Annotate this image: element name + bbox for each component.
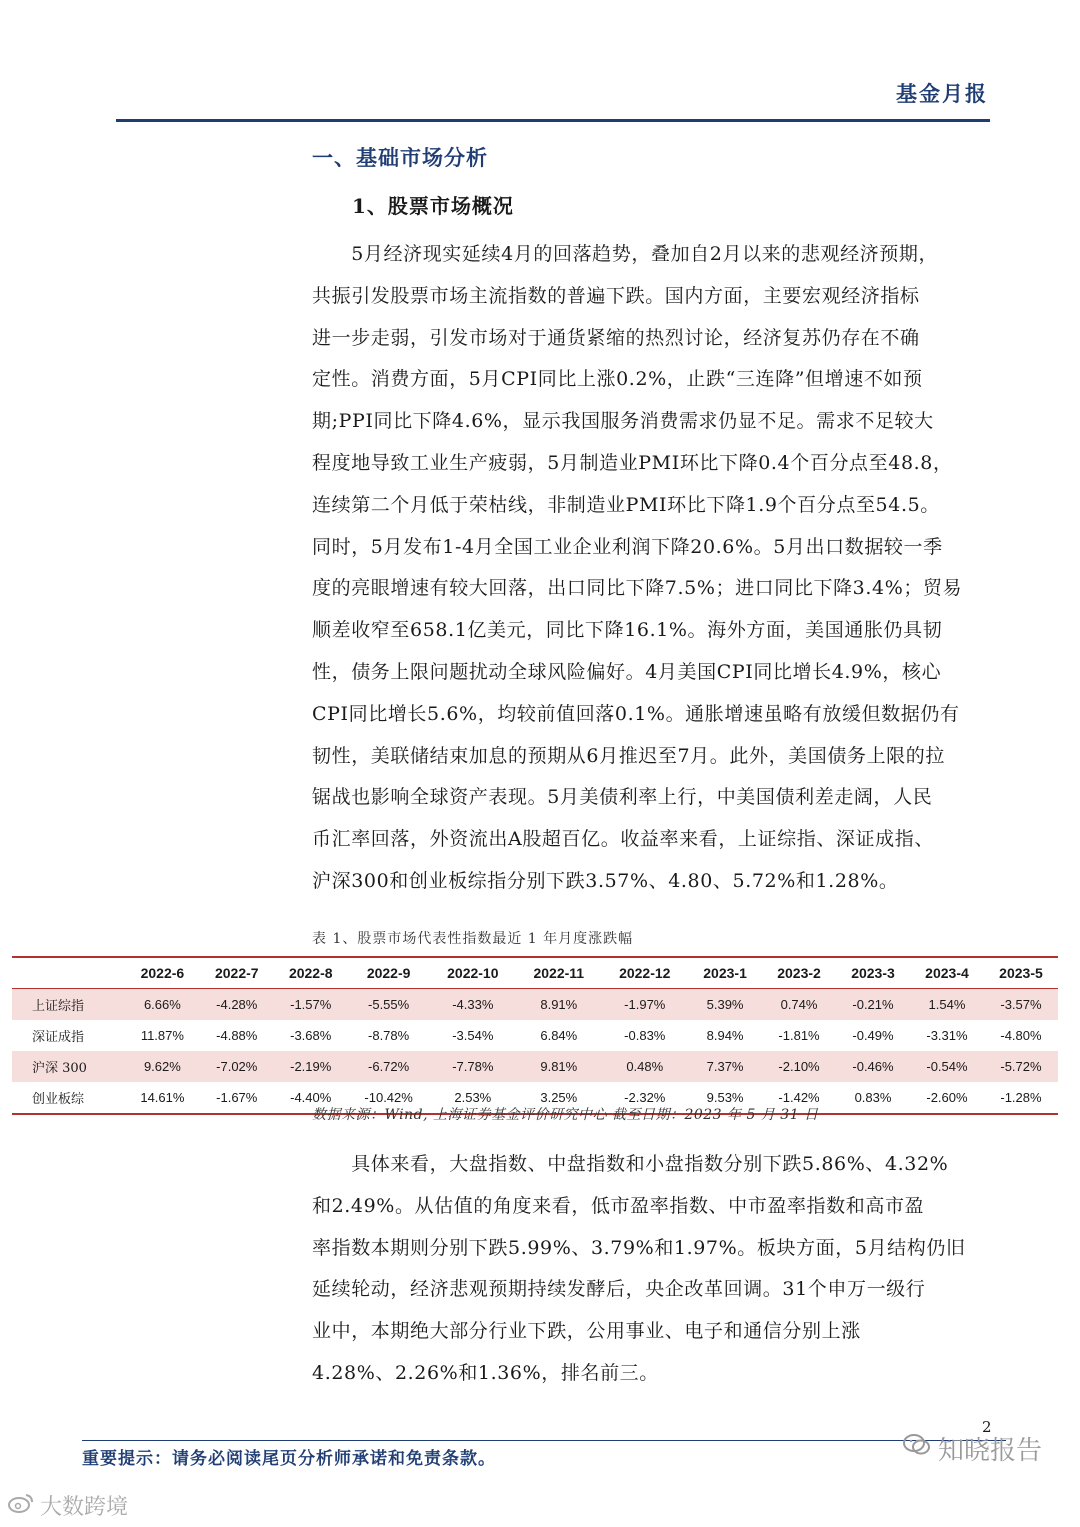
paragraph-line: 程度地导致工业生产疲弱，5月制造业PMI环比下降0.4个百分点至48.8， [312,451,953,474]
table-header-cell: 2022-9 [348,957,430,989]
table-cell: -5.72% [984,1051,1058,1082]
table-header-cell: 2023-3 [836,957,910,989]
table-cell: -1.42% [762,1082,836,1114]
table-header-cell: 2023-4 [910,957,984,989]
table-cell: -2.19% [274,1051,348,1082]
paragraph-line: 币汇率回落，外资流出A股超百亿。收益率来看，上证综指、深证成指、 [312,828,934,851]
table-cell: -3.54% [452,1028,494,1043]
paragraph-line: 率指数本期则分别下跌5.99%、3.79%和1.97%。板块方面，5月结构仍旧 [312,1236,966,1259]
paragraph-line: 延续轮动，经济悲观预期持续发酵后，央企改革回调。31个申万一级行 [312,1278,926,1301]
table-cell: -3.68% [290,1028,332,1043]
watermark-right [902,1430,1042,1467]
table-cell: 5.39% [688,989,762,1021]
table-cell: -0.83% [624,1028,666,1043]
table-header-cell: 2022-7 [200,957,274,989]
table-header-cell: 2023-5 [984,957,1058,989]
header-rule [116,119,990,122]
table-cell: 3.25% [516,1082,601,1114]
section-heading: 一、基础市场分析 [312,145,488,170]
table-cell: -1.28% [984,1082,1058,1114]
row-label: 沪深 300 [12,1051,125,1082]
watermark-text: 知晓报告 [938,1436,1043,1466]
table-cell: 9.81% [516,1051,601,1082]
table-header-cell: 2022-11 [516,957,601,989]
paragraph-line: 锯战也影响全球资产表现。5月美债利率上行，中美国债利差走阔，人民 [312,786,933,809]
table-cell: -2.32% [601,1082,688,1114]
table-cell: -0.54% [910,1051,984,1082]
table-cell: -4.80% [1000,1028,1042,1043]
table-cell: -3.31% [926,1028,968,1043]
table-cell: -0.49% [852,1028,894,1043]
paragraph-line: 业中，本期绝大部分行业下跌，公用事业、电子和通信分别上涨 [312,1320,861,1343]
table-cell: -1.57% [274,989,348,1021]
table-source-note: 数据来源：Wind, 上海证券基金评价研究中心 截至日期：2023 年 5 月 31 日 [312,1107,819,1123]
row-label: 创业板综 [12,1082,125,1114]
table-cell: -7.78% [430,1051,517,1082]
paragraph-line: 连续第二个月低于荣枯线，非制造业PMI环比下降1.9个百分点至54.5。 [312,493,940,516]
table-cell: -1.67% [200,1082,274,1114]
table-header-cell: 2023-2 [762,957,836,989]
paragraph-line: 进一步走弱，引发市场对于通货紧缩的热烈讨论，经济复苏仍存在不确 [312,326,920,349]
table-cell: -3.57% [984,989,1058,1021]
table-cell: 0.48% [601,1051,688,1082]
table-cell: -5.55% [348,989,430,1021]
table-cell: -4.33% [430,989,517,1021]
table-cell: 0.83% [836,1082,910,1114]
footer-rule [82,1440,1006,1441]
table-cell: -4.88% [216,1028,258,1043]
table-cell: 1.54% [910,989,984,1021]
paragraph-line: 具体来看，大盘指数、中盘指数和小盘指数分别下跌5.86%、4.32% [312,1153,949,1175]
table-cell: 11.87% [140,1028,184,1043]
table-cell: 6.66% [125,989,200,1021]
table-cell: -4.40% [274,1082,348,1114]
watermark-text: 大数跨境 [40,1495,129,1520]
paragraph-line: 同时，5月发布1-4月全国工业企业利润下降20.6%。5月出口数据较一季 [312,535,943,558]
paragraph-line: 共振引发股票市场主流指数的普遍下跌。国内方面，主要宏观经济指标 [312,284,920,307]
paragraph-line: 沪深300和创业板综指分别下跌3.57%、4.80、5.72%和1.28%。 [312,869,899,892]
paragraph-line: 性，债务上限问题扰动全球风险偏好。4月美国CPI同比增长4.9%，核心 [312,660,942,683]
row-label: 上证综指 [12,989,125,1021]
paragraph-line: 定性。消费方面，5月CPI同比上涨0.2%，止跌“三连降”但增速不如预 [312,368,923,391]
table-cell: 8.91% [516,989,601,1021]
table-cell: 0.74% [762,989,836,1021]
table-cell: 9.62% [125,1051,200,1082]
index-monthly-return-table [12,956,1058,1115]
table-row [12,989,1058,1021]
weibo-icon [6,1491,36,1521]
paragraph-line: 韧性，美联储结束加息的预期从6月推迟至7月。此外，美国债务上限的拉 [312,744,945,767]
paragraph-line: 5月经济现实延续4月的回落趋势，叠加自2月以来的悲观经济预期， [312,243,939,265]
table-cell: 8.94% [706,1028,744,1043]
paragraph-line: CPI同比增长5.6%，均较前值回落0.1%。通胀增速虽略有放缓但数据仍有 [312,702,960,725]
paragraph-line: 度的亮眼增速有较大回落，出口同比下降7.5%；进口同比下降3.4%；贸易 [312,577,963,600]
table-header-cell: 2022-10 [430,957,517,989]
table-header-cell: 2022-12 [601,957,688,989]
table-cell: -2.10% [762,1051,836,1082]
paragraph-line: 期;PPI同比下降4.6%，显示我国服务消费需求仍显不足。需求不足较大 [312,410,934,433]
table-header-cell: 2023-1 [688,957,762,989]
table-header-row [12,957,1058,989]
wechat-icon [902,1432,932,1465]
paragraph-line: 和2.49%。从估值的角度来看，低市盈率指数、中市盈率指数和高市盈 [312,1194,925,1217]
table-row [12,1020,1058,1051]
table-row [12,1051,1058,1082]
table-cell: 14.61% [125,1082,200,1114]
page-number: 2 [982,1418,992,1436]
table-cell: -7.02% [200,1051,274,1082]
table-caption: 表 1、股票市场代表性指数最近 1 年月度涨跌幅 [312,931,634,947]
footer-disclaimer: 重要提示：请务必阅读尾页分析师承诺和免责条款。 [82,1449,496,1469]
paragraph-market-overview [312,234,1002,903]
report-header-title: 基金月报 [896,81,988,106]
table-header-cell: 2022-8 [274,957,348,989]
table-header-cell: 2022-6 [125,957,200,989]
table-header-cell [12,957,125,989]
watermark-left [6,1490,128,1521]
row-label: 深证成指 [32,1030,85,1045]
table-cell: -1.81% [778,1028,820,1043]
table-cell: -2.60% [910,1082,984,1114]
table-cell: 6.84% [540,1028,578,1043]
paragraph-line: 4.28%、2.26%和1.36%，排名前三。 [312,1361,659,1384]
table-cell: 7.37% [688,1051,762,1082]
paragraph-index-detail [312,1144,1002,1395]
table-cell: 9.53% [688,1082,762,1114]
table-cell: 2.53% [430,1082,517,1114]
table-cell: -8.78% [368,1028,410,1043]
table-cell: -4.28% [200,989,274,1021]
table-cell: -10.42% [348,1082,430,1114]
table-cell: -6.72% [348,1051,430,1082]
sub-heading: 1、股票市场概况 [352,194,514,218]
table-cell: -1.97% [601,989,688,1021]
paragraph-line: 顺差收窄至658.1亿美元，同比下降16.1%。海外方面，美国通胀仍具韧 [312,619,943,642]
table-cell: -0.46% [836,1051,910,1082]
table-cell: -0.21% [836,989,910,1021]
